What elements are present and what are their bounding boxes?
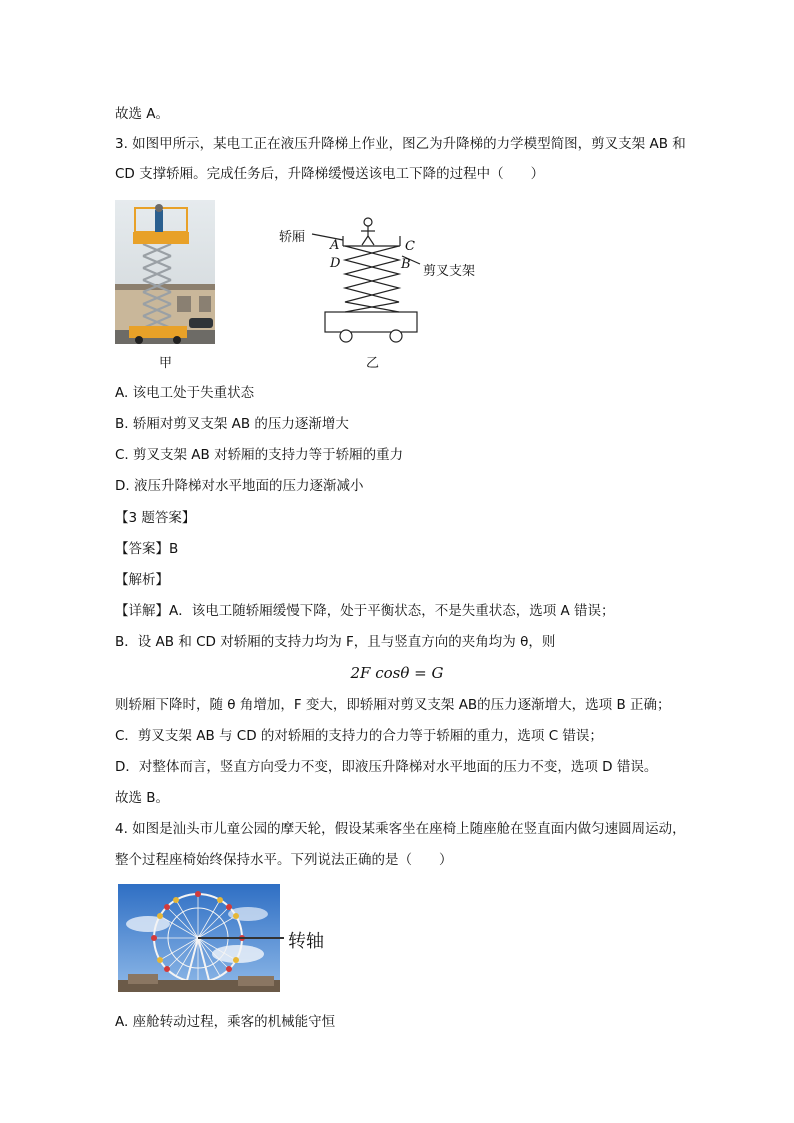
q4-stem-line2: 整个过程座椅始终保持水平。下列说法正确的是（ ） xyxy=(115,852,453,868)
q4-stem-line1: 4. 如图是汕头市儿童公园的摩天轮，假设某乘客坐在座椅上随座舱在竖直面内做匀速圆周运动， xyxy=(115,821,686,837)
label-jiaoxiang: 轿厢 xyxy=(279,230,306,245)
prev-conclusion: 故选 A。 xyxy=(115,106,170,122)
q4-option-a: A. 座舱转动过程，乘客的机械能守恒 xyxy=(115,1014,336,1030)
q3-detail-d: D．对整体而言，竖直方向受力不变，即液压升降梯对水平地面的压力不变，选项 D 错误。 xyxy=(115,759,658,775)
q3-analysis-header: 【解析】 xyxy=(115,572,169,588)
scissor-lift-photo xyxy=(115,200,215,344)
label-zhuanzhou: 转轴 xyxy=(288,931,324,952)
q3-option-b: B. 轿厢对剪叉支架 AB 的压力逐渐增大 xyxy=(115,416,349,432)
axis-pointer-line xyxy=(198,937,284,939)
label-point-a: A xyxy=(330,238,340,253)
q3-stem-line1: 3. 如图甲所示，某电工正在液压升降梯上作业，图乙为升降梯的力学模型简图，剪叉支架 AB 和 xyxy=(115,136,686,152)
q3-answer-header: 【3 题答案】 xyxy=(115,510,196,526)
figure-yi-caption: 乙 xyxy=(366,356,380,371)
q3-stem-line2: CD 支撑轿厢。完成任务后，升降梯缓慢送该电工下降的过程中（ ） xyxy=(115,166,545,182)
q3-answer: 【答案】B xyxy=(115,541,179,557)
q3-option-a: A. 该电工处于失重状态 xyxy=(115,385,255,401)
q3-conclusion: 故选 B。 xyxy=(115,790,170,806)
label-jiancha-zhijia: 剪叉支架 xyxy=(423,264,476,279)
label-point-b: B xyxy=(401,257,411,272)
q3-detail-a: 【详解】A．该电工随轿厢缓慢下降，处于平衡状态，不是失重状态，选项 A 错误； xyxy=(115,603,615,619)
q3-option-c: C. 剪叉支架 AB 对轿厢的支持力等于轿厢的重力 xyxy=(115,447,404,463)
label-point-c: C xyxy=(405,239,415,254)
q3-detail-b1: B．设 AB 和 CD 对轿厢的支持力均为 F，且与竖直方向的夹角均为 θ，则 xyxy=(115,634,556,650)
q3-option-d: D. 液压升降梯对水平地面的压力逐渐减小 xyxy=(115,478,364,494)
q3-detail-c: C．剪叉支架 AB 与 CD 的对轿厢的支持力的合力等于轿厢的重力，选项 C 错误； xyxy=(115,728,603,744)
q3-detail-b2: 则轿厢下降时，随 θ 角增加，F 变大，即轿厢对剪叉支架 AB的压力逐渐增大，选项 B 正确； xyxy=(115,697,671,713)
figure-jia-caption: 甲 xyxy=(159,356,173,371)
formula: 2F cosθ = G xyxy=(350,664,444,682)
label-point-d: D xyxy=(330,256,341,271)
